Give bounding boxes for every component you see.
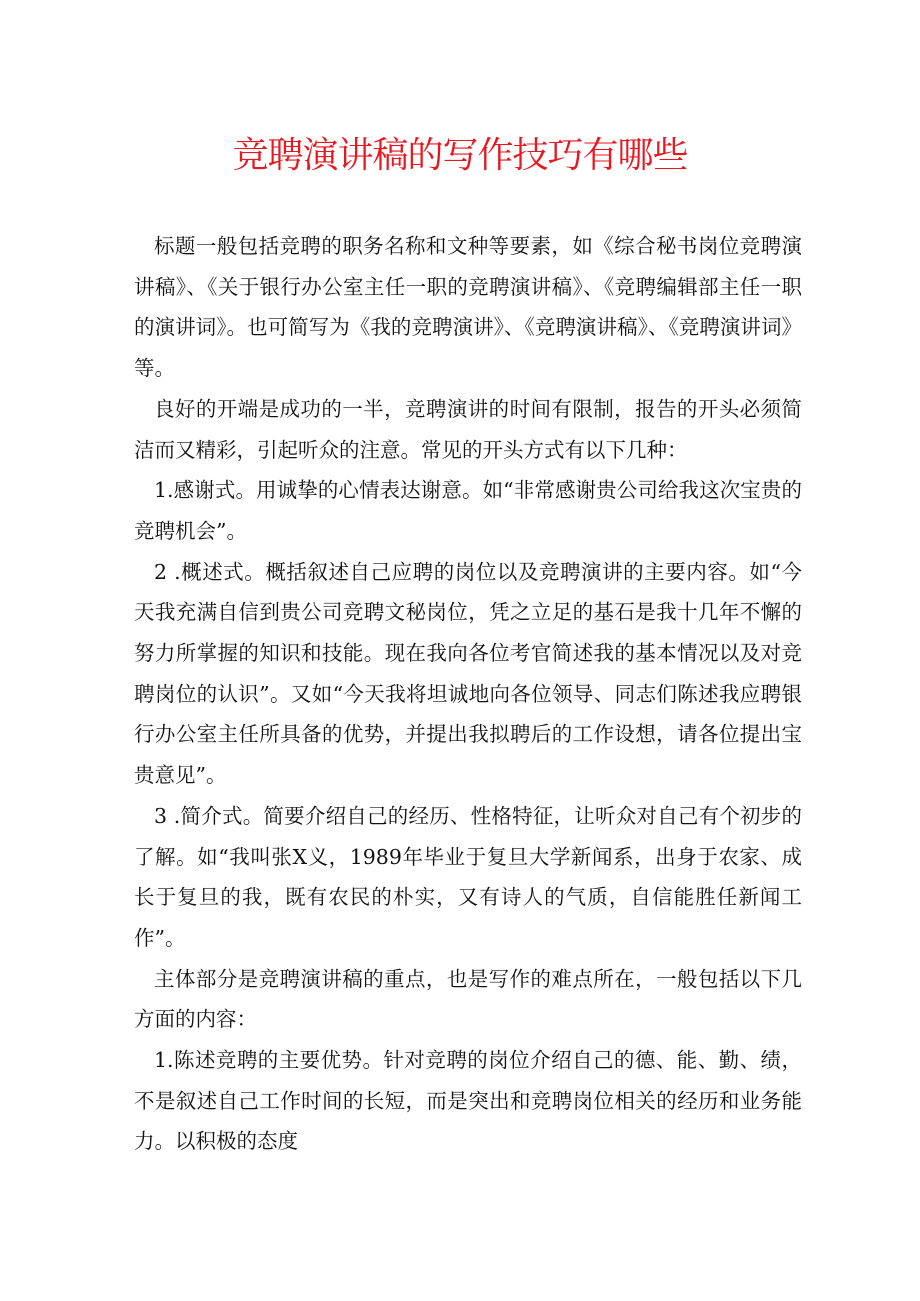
- document-title: 竞聘演讲稿的写作技巧有哪些: [232, 135, 688, 176]
- paragraph-thanks-style: 1.感谢式。用诚挚的心情表达谢意。如“非常感谢贵公司给我这次宝贵的竞聘机会”。: [134, 478, 802, 543]
- paragraph-summary-style: 2 .概述式。概括叙述自己应聘的岗位以及竞聘演讲的主要内容。如“今天我充满自信到贵公司竞聘文秘岗位，凭之立足的基石是我十几年不懈的努力所掌握的知识和技能。现在我向各位考官简述我的基本情况以及对竞聘岗位的认识”。又如“今天我将坦诚地向各位领导、同志们陈述我应聘银行办公室主任所具备的优势，并提出我拟聘后的工作设想，请各位提出宝贵意见”。: [134, 559, 802, 788]
- document-body: [134, 226, 802, 1162]
- paragraph-title-format: 标题一般包括竞聘的职务名称和文种等要素，如《综合秘书岗位竞聘演讲稿》、《关于银行办公室主任一职的竞聘演讲稿》、《竞聘编辑部主任一职的演讲词》。也可简写为《我的竞聘演讲》、《竞聘演讲稿》、《竞聘演讲词》等。: [134, 234, 802, 381]
- paragraph-advantages: 1.陈述竞聘的主要优势。针对竞聘的岗位介绍自己的德、能、勤、绩，不是叙述自己工作时间的长短，而是突出和竞聘岗位相关的经历和业务能力。以积极的态度: [134, 1048, 802, 1154]
- paragraph-main-body: 主体部分是竞聘演讲稿的重点，也是写作的难点所在，一般包括以下几方面的内容：: [134, 966, 802, 1032]
- paragraph-intro-style: 3 .简介式。简要介绍自己的经历、性格特征，让听众对自己有个初步的了解。如“我叫张X义，1989年毕业于复旦大学新闻系，出身于农家、成长于复旦的我，既有农民的朴实，又有诗人的气质，自信能胜任新闻工作”。: [134, 803, 802, 950]
- paragraph-opening-intro: 良好的开端是成功的一半，竞聘演讲的时间有限制，报告的开头必须简洁而又精彩，引起听众的注意。常见的开头方式有以下几种：: [134, 396, 802, 462]
